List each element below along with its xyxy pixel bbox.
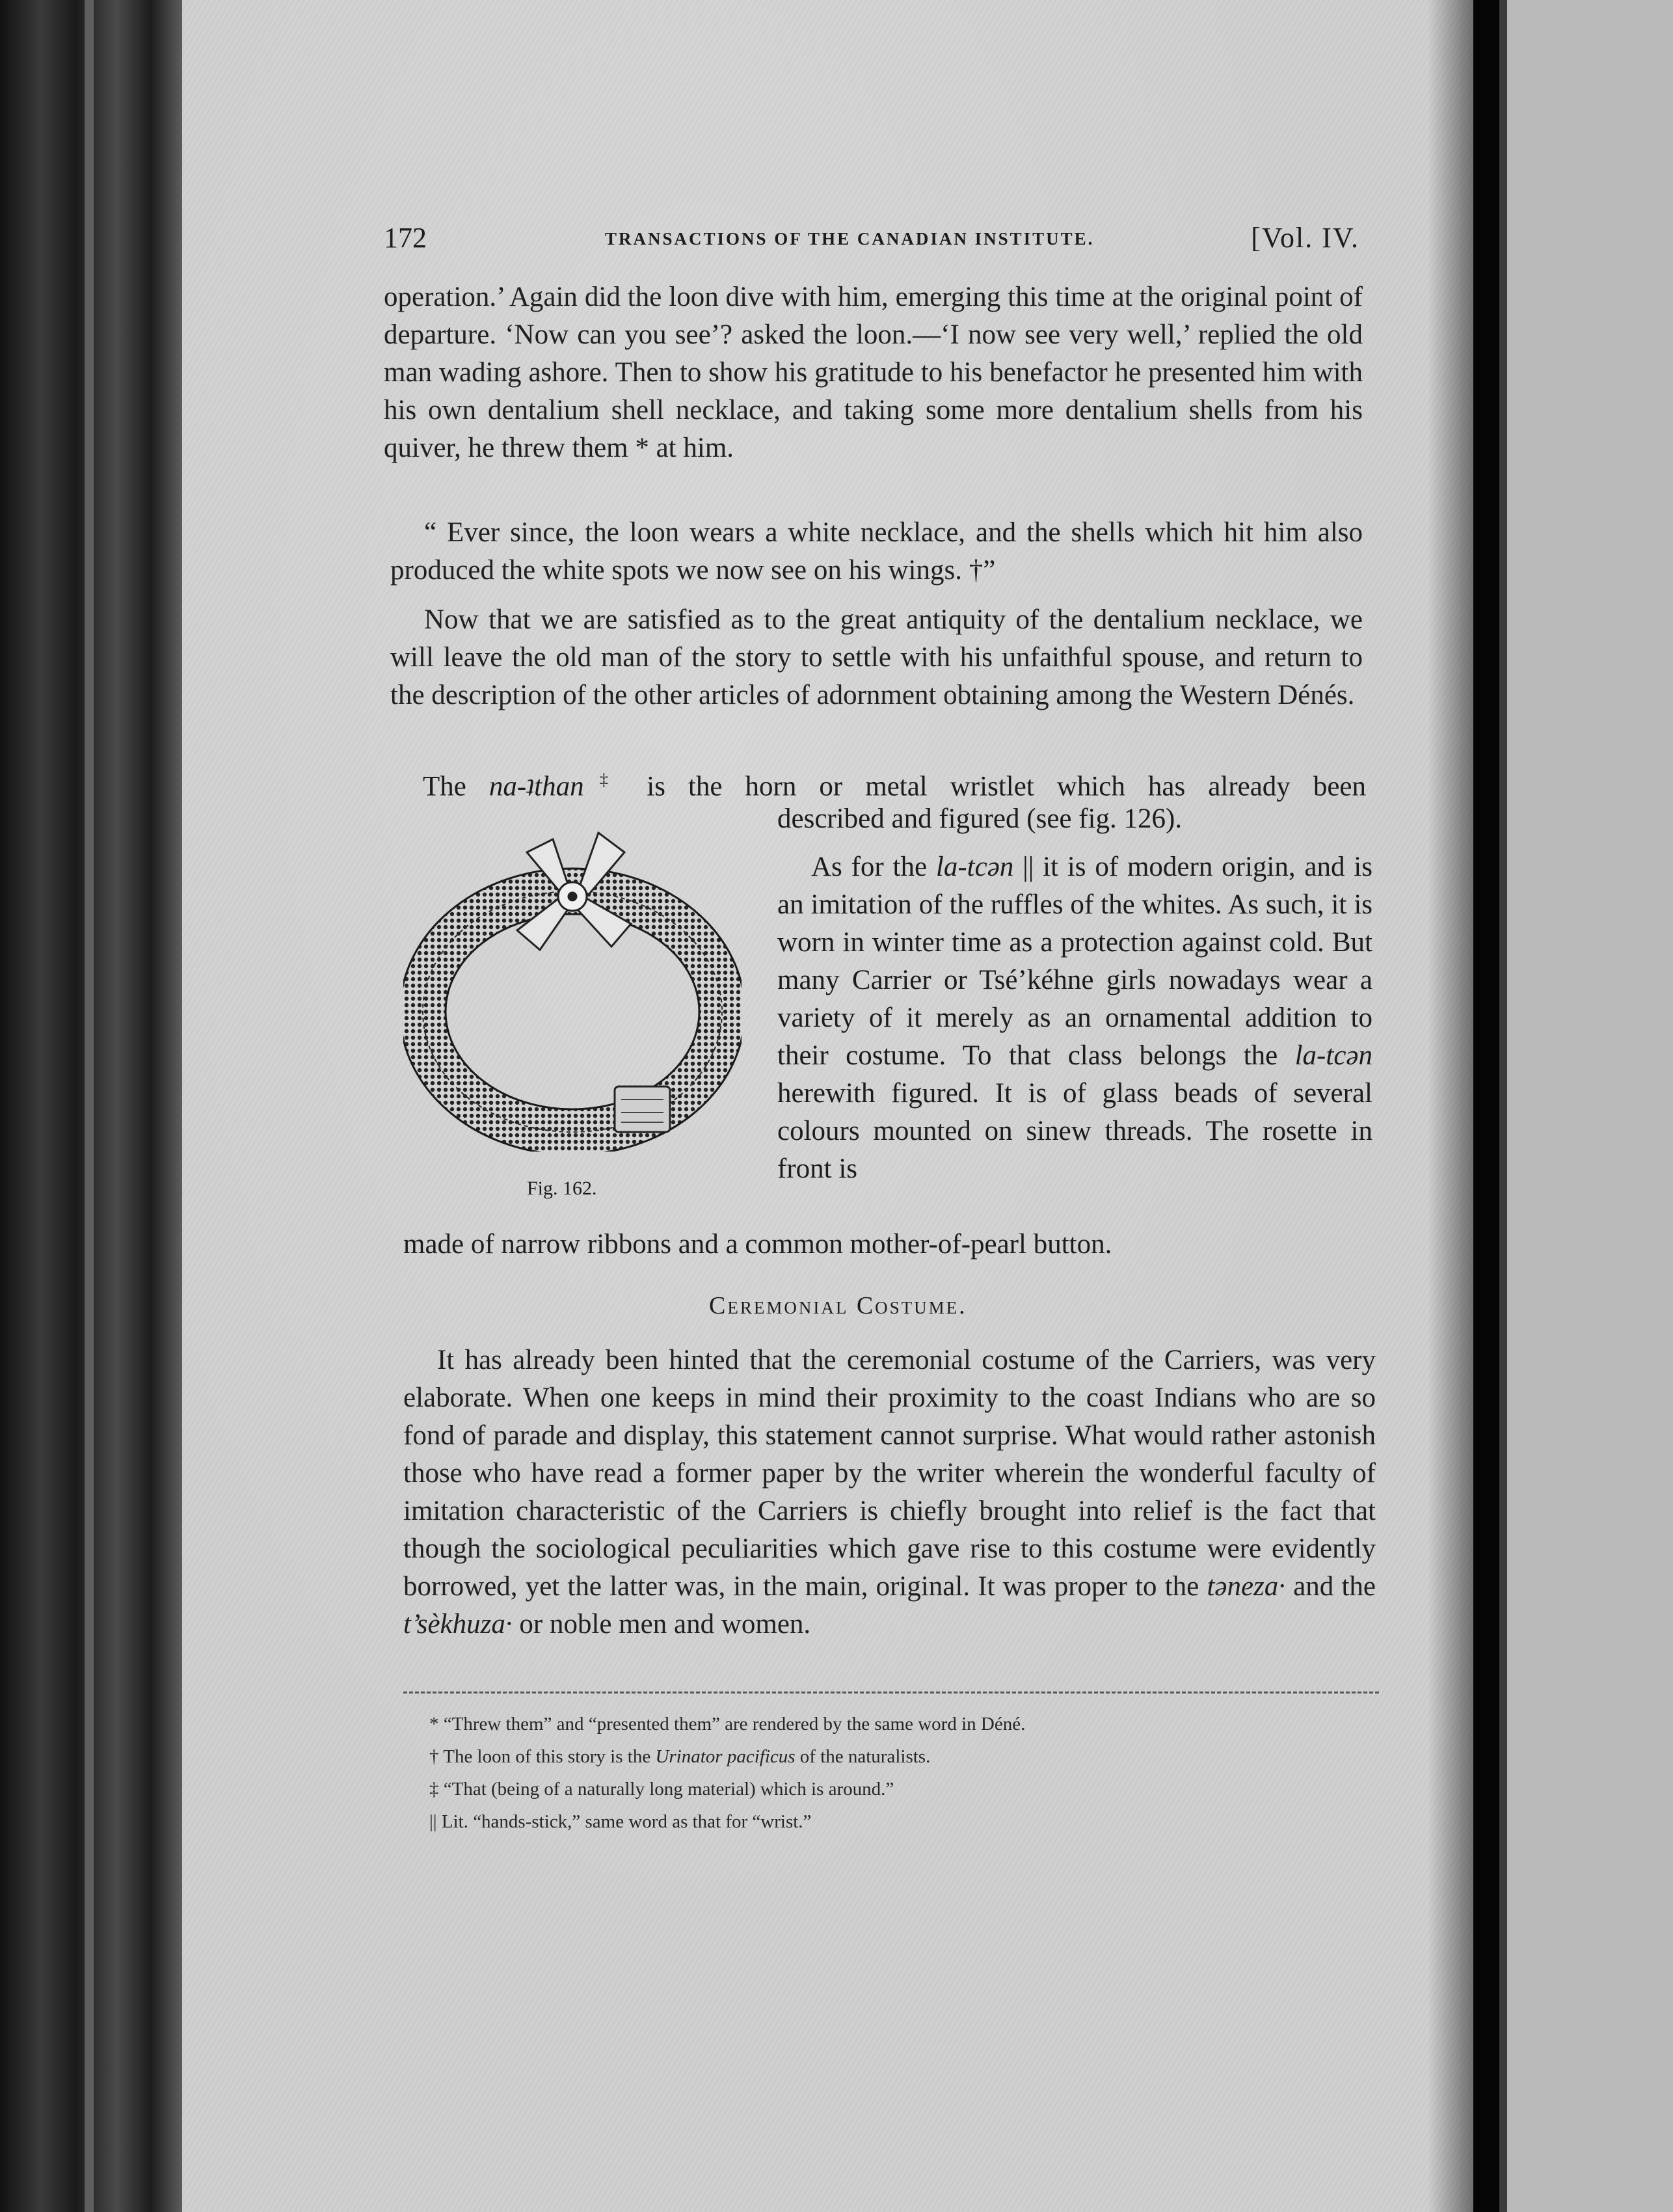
volume-label: [Vol. IV. [1251, 222, 1359, 254]
term-tsekhuza: t’sèkhuza· [403, 1609, 513, 1639]
page-edge-left [85, 0, 94, 2212]
term-la-tcen-2: la-tcən [1294, 1040, 1372, 1071]
p4-rest: is the horn or metal wristlet which has already been [647, 771, 1367, 802]
p5-c: herewith figured. It is of glass beads of several colours mounted on sinew threads. The rosette in front is [777, 1078, 1372, 1184]
figure-caption: Fig. 162. [527, 1178, 597, 1199]
footnote-2 [429, 1740, 1340, 1773]
p5-b: it is of modern origin, and is an imitation of the ruffles of the whites. As such, it is worn in winter time as a protection against cold. But many Carrier or Tsé’kéhne girls nowadays wear a variety of it merely as an ornamental addition to their costume. To that class belongs the [777, 852, 1372, 1071]
footnotes [429, 1708, 1340, 1838]
paragraph-5-end: made of narrow ribbons and a common mother-of-pearl button. [403, 1229, 1112, 1260]
footnote-2-a: † The loon of this story is the [429, 1746, 651, 1767]
clasp [615, 1086, 670, 1132]
gutter-shadow [1428, 0, 1473, 2212]
running-header [384, 221, 1359, 260]
paragraph-1: operation.’ Again did the loon dive with him, emerging this time at the original point of departure. ‘Now can you see’? asked the loon.—‘I now see very well,’ replied the old man wading ashore. Then to show his gratitude to his benefactor he presented him with his own dentalium shell necklace, and taking some more dentalium shells from his quiver, he threw them * at him. [384, 282, 1363, 463]
p5-a: As for the [811, 852, 928, 882]
journal-title: TRANSACTIONS OF THE CANADIAN INSTITUTE. [605, 229, 1095, 249]
footnote-1: * “Threw them” and “presented them” are rendered by the same word in Déné. [429, 1714, 1026, 1734]
footnote-2-b: of the naturalists. [799, 1746, 931, 1767]
next-page-sliver [1499, 0, 1673, 2212]
footnote-rule [403, 1692, 1379, 1693]
p6-c: or noble men and women. [519, 1609, 811, 1639]
book-spine [0, 0, 189, 2212]
gutter [1473, 0, 1499, 2212]
footnote-mark-double-dagger: ‡ [583, 770, 624, 789]
paragraph-3: Now that we are satisfied as to the great antiquity of the dentalium necklace, we will leave the old man of the story to settle with his unfaithful spouse, and return to the description of the other articles of adornment obtaining among the Western Dénés. [390, 604, 1363, 710]
paragraph-4-line-2: described and figured (see fig. 126). [777, 803, 1183, 834]
footnote-2-term: Urinator pacificus [655, 1746, 796, 1767]
footnote-4: || Lit. “hands-stick,” same word as that for “wrist.” [429, 1811, 812, 1832]
paragraph-5 [777, 848, 1372, 1188]
page-number: 172 [384, 222, 427, 254]
term-na-ythan: na-ʇthan [489, 771, 584, 802]
section-heading: Ceremonial Costume. [709, 1292, 967, 1319]
p4-start: The [423, 771, 466, 802]
beaded-wristlet-figure [403, 826, 742, 1152]
p6-b: and the [1293, 1571, 1376, 1602]
term-la-tcen: la-tcən [935, 852, 1014, 882]
term-taneza: təneza· [1207, 1571, 1286, 1602]
paragraph-2: “ Ever since, the loon wears a white necklace, and the shells which hit him also produced the white spots we now see on his wings. †” [390, 517, 1363, 586]
p6-a: It has already been hinted that the ceremonial costume of the Carriers, was very elaborate. When one keeps in mind their proximity to the coast Indians who are so fond of parade and display, this statement cannot surprise. What would rather astonish those who have read a former paper by the writer wherein the wonderful faculty of imitation characteristic of the Carriers is chiefly brought into relief is the fact that though the sociological peculiarities which gave rise to this costume were evidently borrowed, yet the latter was, in the main, original. It was proper to the [403, 1345, 1376, 1602]
footnote-3: ‡ “That (being of a naturally long material) which is around.” [429, 1779, 894, 1800]
paragraph-6 [403, 1342, 1376, 1643]
footnote-mark-parallel: || [1023, 852, 1034, 882]
paragraph-4-line-1 [423, 761, 1366, 805]
next-page-edge [1499, 0, 1507, 2212]
